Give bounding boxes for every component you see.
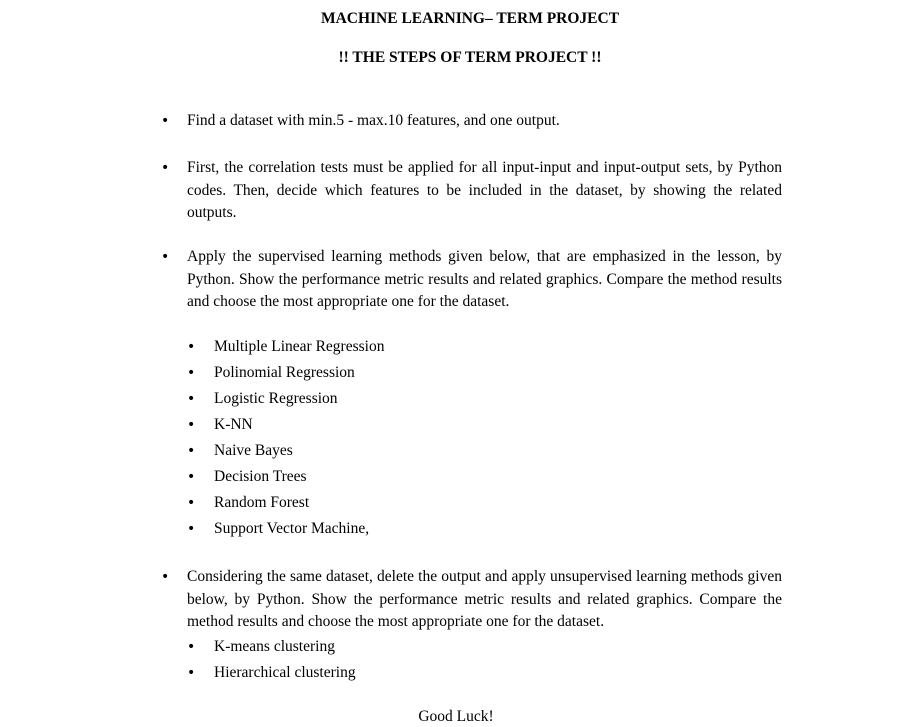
step-text: First, the correlation tests must be applied for all input-input and input-output sets, by Python codes. Then, decide which features to be included in the dataset, by showing the related outputs. — [187, 159, 782, 221]
bullet-icon: • — [187, 339, 196, 355]
step-item — [161, 566, 782, 634]
step-text: Find a dataset with min.5 - max.10 features, and one output. — [187, 112, 560, 129]
method-label: Naive Bayes — [214, 442, 293, 459]
supervised-method-item — [187, 362, 614, 384]
bullet-icon: • — [161, 569, 170, 585]
bullet-icon: • — [187, 391, 196, 407]
closing-text: Good Luck! — [418, 708, 494, 725]
bullet-icon: • — [161, 160, 170, 176]
method-label: Logistic Regression — [214, 390, 338, 407]
unsupervised-method-item — [187, 662, 614, 684]
supervised-method-item — [187, 518, 614, 540]
method-label: Multiple Linear Regression — [214, 338, 385, 355]
bullet-icon: • — [161, 113, 170, 129]
supervised-method-item — [187, 492, 614, 514]
supervised-method-item — [187, 336, 614, 358]
method-label: K-means clustering — [214, 638, 335, 655]
step-text: Apply the supervised learning methods given below, that are emphasized in the lesson, by Python. Show the performance metric results and related graphics. Compare the method results and choose the most appropriate one for the dataset. — [187, 248, 782, 310]
supervised-method-item — [187, 440, 614, 462]
bullet-icon: • — [187, 417, 196, 433]
bullet-icon: • — [187, 665, 196, 681]
document-title: MACHINE LEARNING– TERM PROJECT — [320, 10, 620, 27]
supervised-method-item — [187, 466, 614, 488]
step-text: Considering the same dataset, delete the output and apply unsupervised learning methods given below, by Python. Show the performance metric results and related graphics. Compare the method results and choose the most appropriate one for the dataset. — [187, 568, 782, 630]
bullet-icon: • — [161, 249, 170, 265]
bullet-icon: • — [187, 495, 196, 511]
supervised-method-item — [187, 388, 614, 410]
supervised-method-item — [187, 414, 614, 436]
step-item — [161, 157, 782, 225]
bullet-icon: • — [187, 639, 196, 655]
bullet-icon: • — [187, 469, 196, 485]
bullet-icon: • — [187, 365, 196, 381]
step-item — [161, 110, 782, 133]
document-subtitle: !! THE STEPS OF TERM PROJECT !! — [338, 49, 602, 66]
bullet-icon: • — [187, 521, 196, 537]
method-label: Polinomial Regression — [214, 364, 355, 381]
method-label: Decision Trees — [214, 468, 307, 485]
method-label: Random Forest — [214, 494, 310, 511]
step-item — [161, 246, 782, 314]
bullet-icon: • — [187, 443, 196, 459]
unsupervised-method-item — [187, 636, 614, 658]
method-label: K-NN — [214, 416, 253, 433]
method-label: Support Vector Machine, — [214, 520, 370, 537]
method-label: Hierarchical clustering — [214, 664, 356, 681]
